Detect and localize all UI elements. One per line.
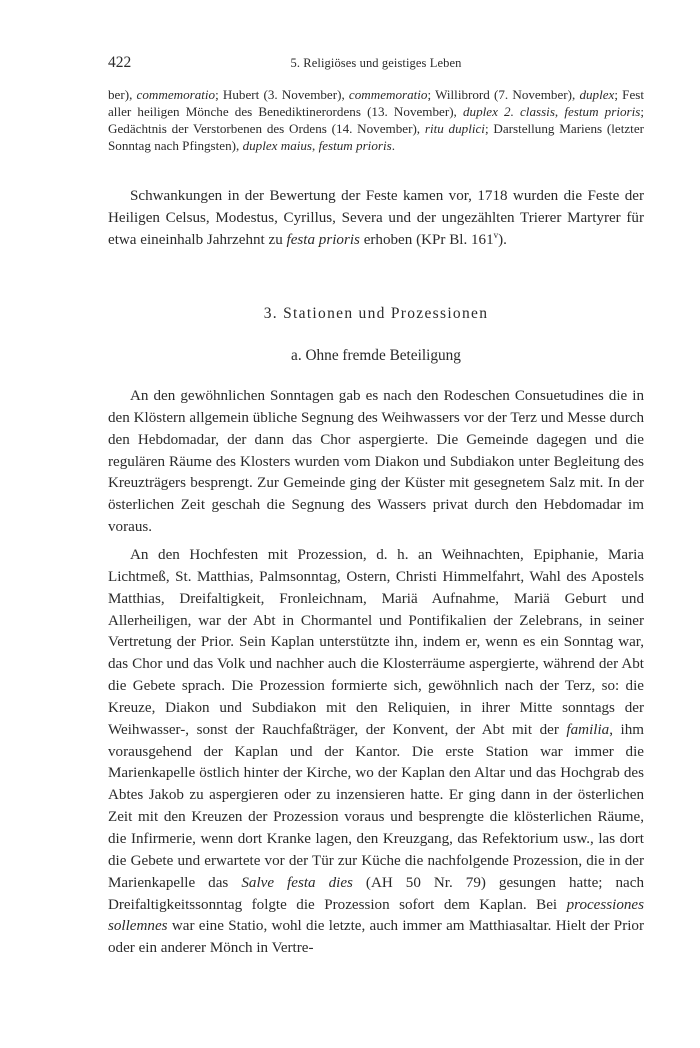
section-heading: 3. Stationen und Prozessionen [263, 305, 489, 322]
paragraph-sonntage: An den gewöhnlichen Sonntagen gab es nach den Rodeschen Consuetudines die in den Klöstern allgemein übliche Segnung des Weihwassers vor der Terz und Messe durch den Hebdomadar, der dann das Chor aspergierte. Die Gemeinde dagegen und die regulären Räume des Klosters wurden vom Diakon und Subdiakon unter Begleitung des Kreuzträgers besprengt. Zur Gemeinde ging der Küster mit gesegnetem Salz mit. In der österlichen Zeit geschah die Segnung des Wassers privat durch den Hebdomadar im voraus. [108, 388, 644, 536]
paragraph-feste: Schwankungen in der Bewertung der Feste kamen vor, 1718 wurden die Feste der Heiligen Celsus, Modestus, Cyrillus, Severa und der ungezählten Trierer Martyrer für etwa eineinhalb Jahrzehnt zu festa prioris erhoben (KPr Bl. 161$^v$). [108, 188, 644, 248]
footnote-continuation: ber), commemoratio; Hubert (3. November), commemoratio; Willibrord (7. November), duplex; Fest aller heiligen Mönche des Benediktinerordens (13. November), duplex 2. classis, festum prioris; Gedächtnis der Verstorbenen des Ordens (14. November), ritu duplici; Darstellung Mariens (letzter Sonntag nach Pfingsten), duplex maius, festum prioris. [108, 87, 644, 153]
subsection-heading: a. Ohne fremde Beteiligung [291, 347, 461, 364]
page-number: 422 [108, 54, 132, 71]
page-header [108, 54, 644, 76]
running-title: 5. Religiöses und geistiges Leben [290, 56, 462, 70]
paragraph-hochfeste: An den Hochfesten mit Prozession, d. h. an Weihnachten, Epiphanie, Maria Lichtmeß, St. Matthias, Palmsonntag, Ostern, Christi Himmelfahrt, Wahl des Apostels Matthias, Dreifaltigkeit, Fronleichnam, Mariä Aufnahme, Mariä Geburt und Allerheiligen, war der Abt in Chormantel und Pontifikalien der Zelebrans, in seiner Vertretung der Prior. Sein Kaplan unterstützte ihn, indem er, wenn es ein Sonntag war, das Chor und das Volk und nachher auch die Klosterräume aspergierte, während der Abt die Gebete sprach. Die Prozession formierte sich, gewöhnlich nach der Terz, so: die Kreuze, Diakon und Subdiakon mit den Reliquien, in ihrer Mitte sonntags der Weihwasser-, sonst der Rauchfaßträger, der Konvent, der Abt mit der familia, ihm vorausgehend der Kaplan und der Kantor. Die erste Station war immer die Marienkapelle östlich hinter der Kirche, wo der Kaplan den Altar und das Hochgrab des Abtes Jakob zu aspergieren oder zu inzensieren hatte. Er ging dann in der österlichen Zeit mit den Kreuzen der Prozession voraus und besprengte die klösterlichen Räume, die Infirmerie, wenn dort Kranke lagen, den Kreuzgang, das Refektorium usw., las dort die Gebete und erwartete vor der Tür zur Küche die nachfolgende Prozession, die in der Marienkapelle das Salve festa dies (AH 50 Nr. 79) gesungen hatte; nach Dreifaltigkeitssonntag folgte die Prozession sofort dem Kaplan. Bei processiones sollemnes war eine Statio, wohl die letzte, auch immer am Matthiasaltar. Hielt der Prior oder ein anderer Mönch in Vertre- [108, 547, 644, 957]
